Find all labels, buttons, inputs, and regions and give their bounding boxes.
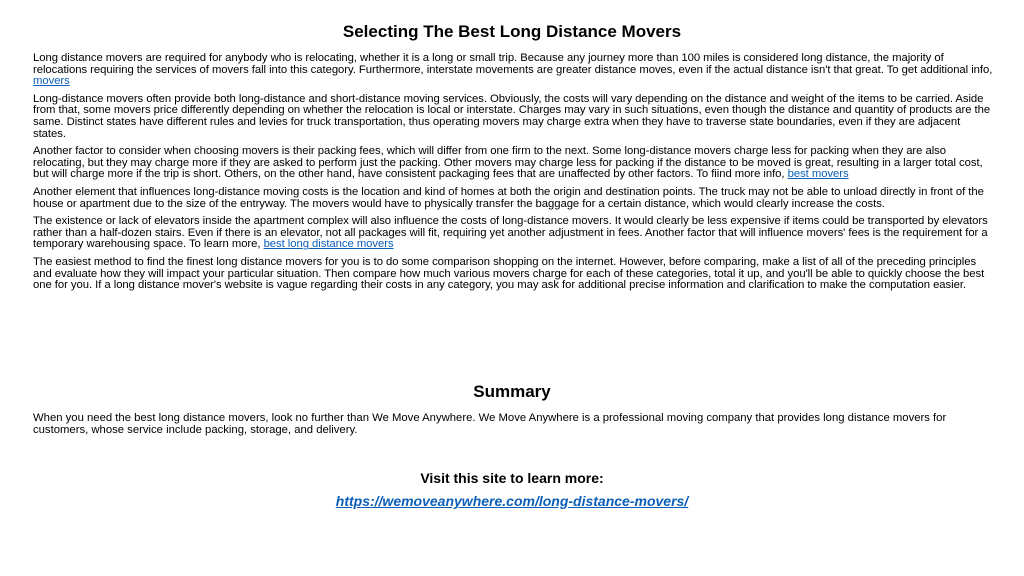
visit-link-line	[0, 491, 1024, 511]
paragraph-3-text: Another factor to consider when choosing movers is their packing fees, which will differ from one firm to the next. Some long-distance movers charge less for packing when they are also relocating, but they may charge more if they are asked to perform just the packing. Other movers may charge less for packing if the distance to be moved is great, resulting in a larger total cost, but will charge more if the trip is short. Others, on the other hand, have consistent packaging fees that are unaffected by other factors. To fiind more info,	[33, 145, 983, 181]
paragraph-2	[33, 94, 993, 140]
paragraph-3	[33, 146, 993, 181]
paragraph-6	[33, 257, 993, 292]
paragraph-1	[33, 53, 993, 88]
article-body	[33, 53, 993, 298]
paragraph-5	[33, 216, 993, 251]
paragraph-4-text: Another element that influences long-distance moving costs is the location and kind of homes at both the origin and destination points. The truck may not be able to unload directly in front of the house or apartment due to the size of the entryway. The movers would have to physically transfer the baggage for a certain distance, which would clearly increase the costs.	[33, 185, 984, 210]
paragraph-6-text: The easiest method to find the finest long distance movers for you is to do some comparison shopping on the internet. However, before comparing, make a list of all of the preceding principles and evaluate how they will impact your particular situation. Then compare how much various movers charge for each of these categories, total it up, and you'll be able to quickly choose the best one for you. If a long distance mover's website is vague regarding their costs in any category, you may ask for additional precise information and clarification to make the computation easier.	[33, 255, 985, 292]
website-link[interactable]: https://wemoveanywhere.com/long-distance-movers/	[335, 493, 689, 509]
paragraph-1-text: Long distance movers are required for anybody who is relocating, whether it is a long or small trip. Because any journey more than 100 miles is considered long distance, the majority of relocations requiring the services of movers fall into this category. Furthermore, interstate movements are greater distance moves, even if the actual distance isn't that great. To get additional info,	[33, 52, 993, 76]
best-long-distance-movers-link[interactable]: best long distance movers	[263, 238, 394, 251]
best-movers-link[interactable]: best movers	[787, 168, 849, 181]
summary-text: When you need the best long distance movers, look no further than We Move Anywhere. We Move Anywhere is a professional moving company that provides long distance movers for customers, whose service include packing, storage, and delivery.	[33, 412, 947, 436]
paragraph-2-text: Long-distance movers often provide both long-distance and short-distance moving services. Obviously, the costs will vary depending on the distance and weight of the items to be carried. Aside from that, some movers price differently depending on whether the relocation is local or interstate. Charges may vary in such situations, even though the distance and quantity of products are the same. Distinct states have different rules and levies for truck transportation, thus operating movers may charge extra when they have to traverse state boundaries, even if they are adjacent states.	[33, 92, 991, 140]
paragraph-5-text: The existence or lack of elevators inside the apartment complex will also influence the costs of long-distance movers. It would clearly be less expensive if items could be transported by elevators rather than a half-dozen stairs. Even if there is an elevator, not all packages will fit, requiring yet another adjustment in fees. Another factor that will influence movers' fees is the requirement for a temporary warehousing space. To learn more,	[33, 215, 988, 251]
visit-label: Visit this site to learn more:	[420, 470, 604, 486]
page-title: Selecting The Best Long Distance Movers	[342, 22, 682, 41]
movers-link[interactable]: movers	[33, 75, 70, 88]
summary-heading: Summary	[473, 382, 551, 401]
paragraph-4	[33, 187, 993, 210]
